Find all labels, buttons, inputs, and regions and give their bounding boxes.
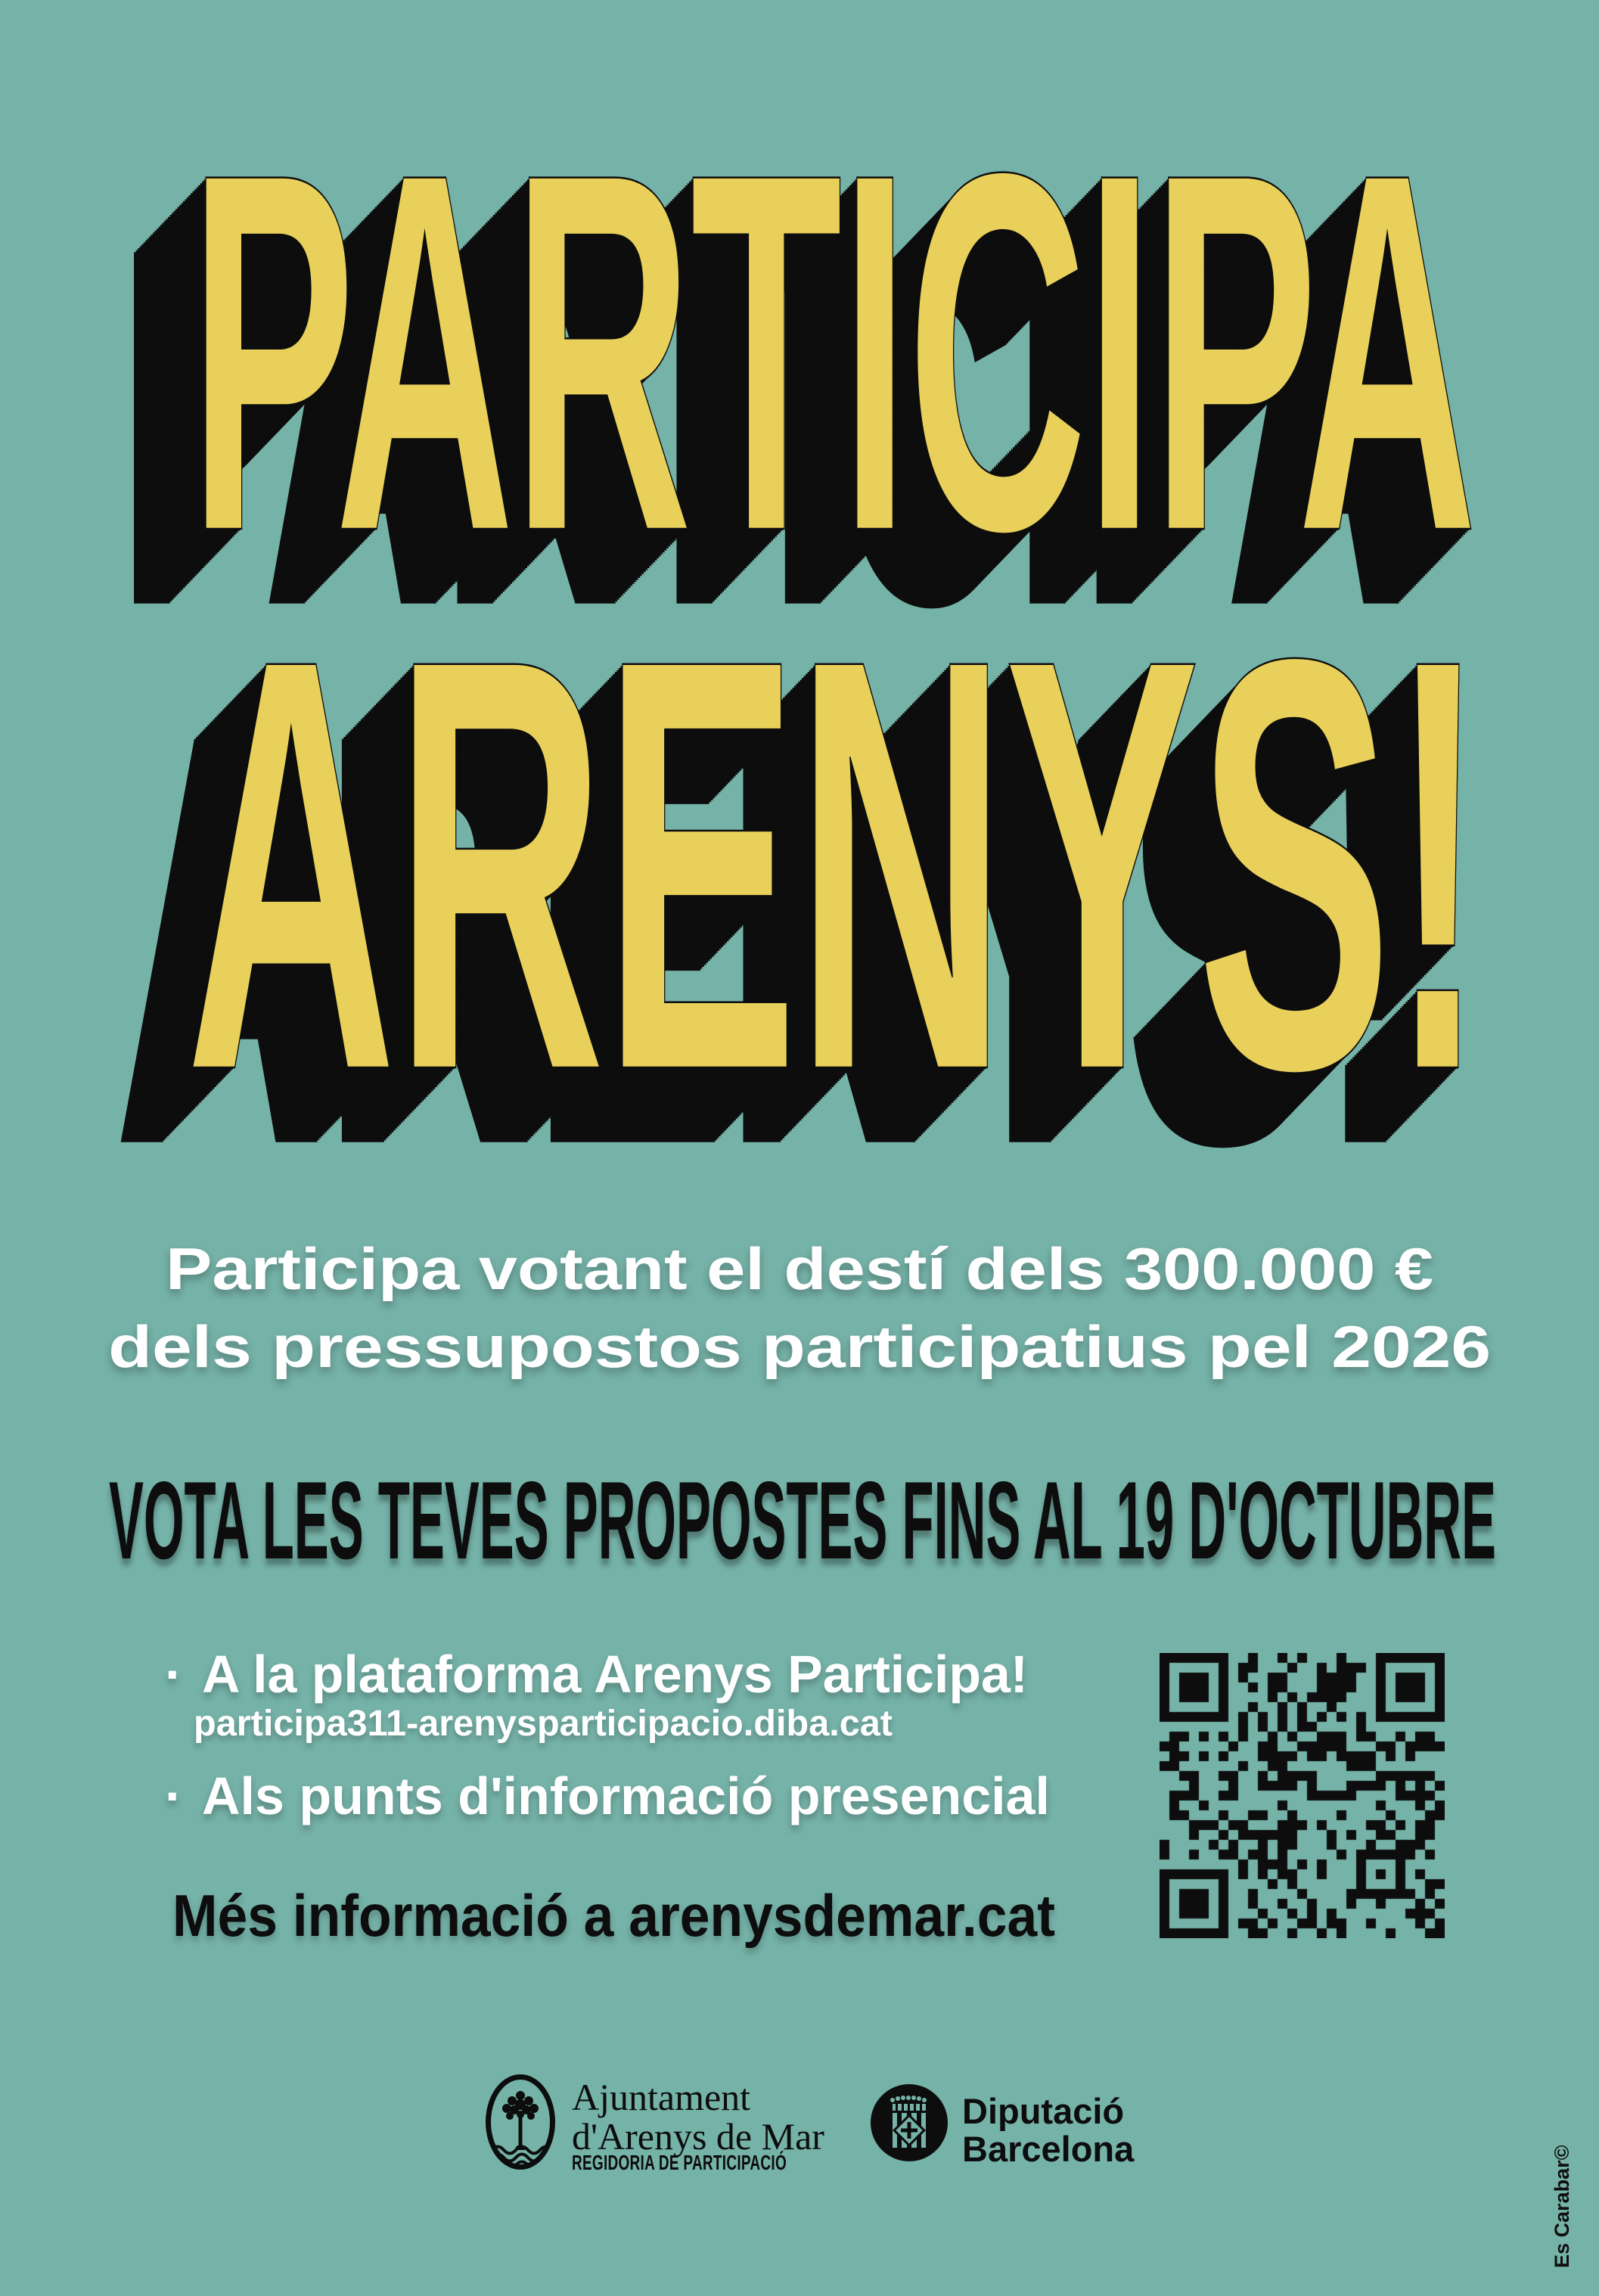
ajuntament-line2: d'Arenys de Mar [572, 2115, 824, 2158]
lead-line-1: Participa votant el destí dels 300.000 € [165, 1235, 1433, 1302]
platform-url: participa311-arenysparticipacio.diba.cat [194, 1704, 893, 1744]
ajuntament-line1: Ajuntament [572, 2076, 751, 2118]
diputacio-line1: Diputació [962, 2091, 1125, 2131]
title-line-arenys: ARENYS! [185, 537, 1484, 1192]
bullet-dot-icon: · [165, 1766, 183, 1825]
lead-paragraph [0, 1230, 1599, 1386]
ajuntament-arenys-logo-icon [486, 2074, 555, 2170]
more-info-line: Més informació a arenysdemar.cat [172, 1882, 1055, 1949]
regidoria-subtitle: REGIDORIA DE PARTICIPACIÓ [572, 2151, 787, 2174]
diputacio-line2: Barcelona [962, 2128, 1135, 2169]
ajuntament-name [572, 2077, 824, 2156]
bullet-info-points: · Als punts d'informació presencial [165, 1766, 1051, 1825]
design-credit: Es Carabar© [1551, 2145, 1573, 2268]
qr-code [1160, 1653, 1445, 1938]
lead-line-2: dels pressupostos participatius pel 2026 [107, 1313, 1491, 1380]
diputacio-name [962, 2092, 1134, 2168]
vote-deadline-headline: VOTA LES TEVES PROPOSTES FINS AL 19 D'OCTUBRE [109, 1459, 1496, 1582]
bullet-platform: · A la plataforma Arenys Participa! [165, 1645, 1029, 1704]
title-line-participa: PARTICIPA [189, 67, 1475, 638]
bullet-dot-icon: · [165, 1645, 183, 1704]
diputacio-barcelona-logo-icon [870, 2083, 949, 2162]
